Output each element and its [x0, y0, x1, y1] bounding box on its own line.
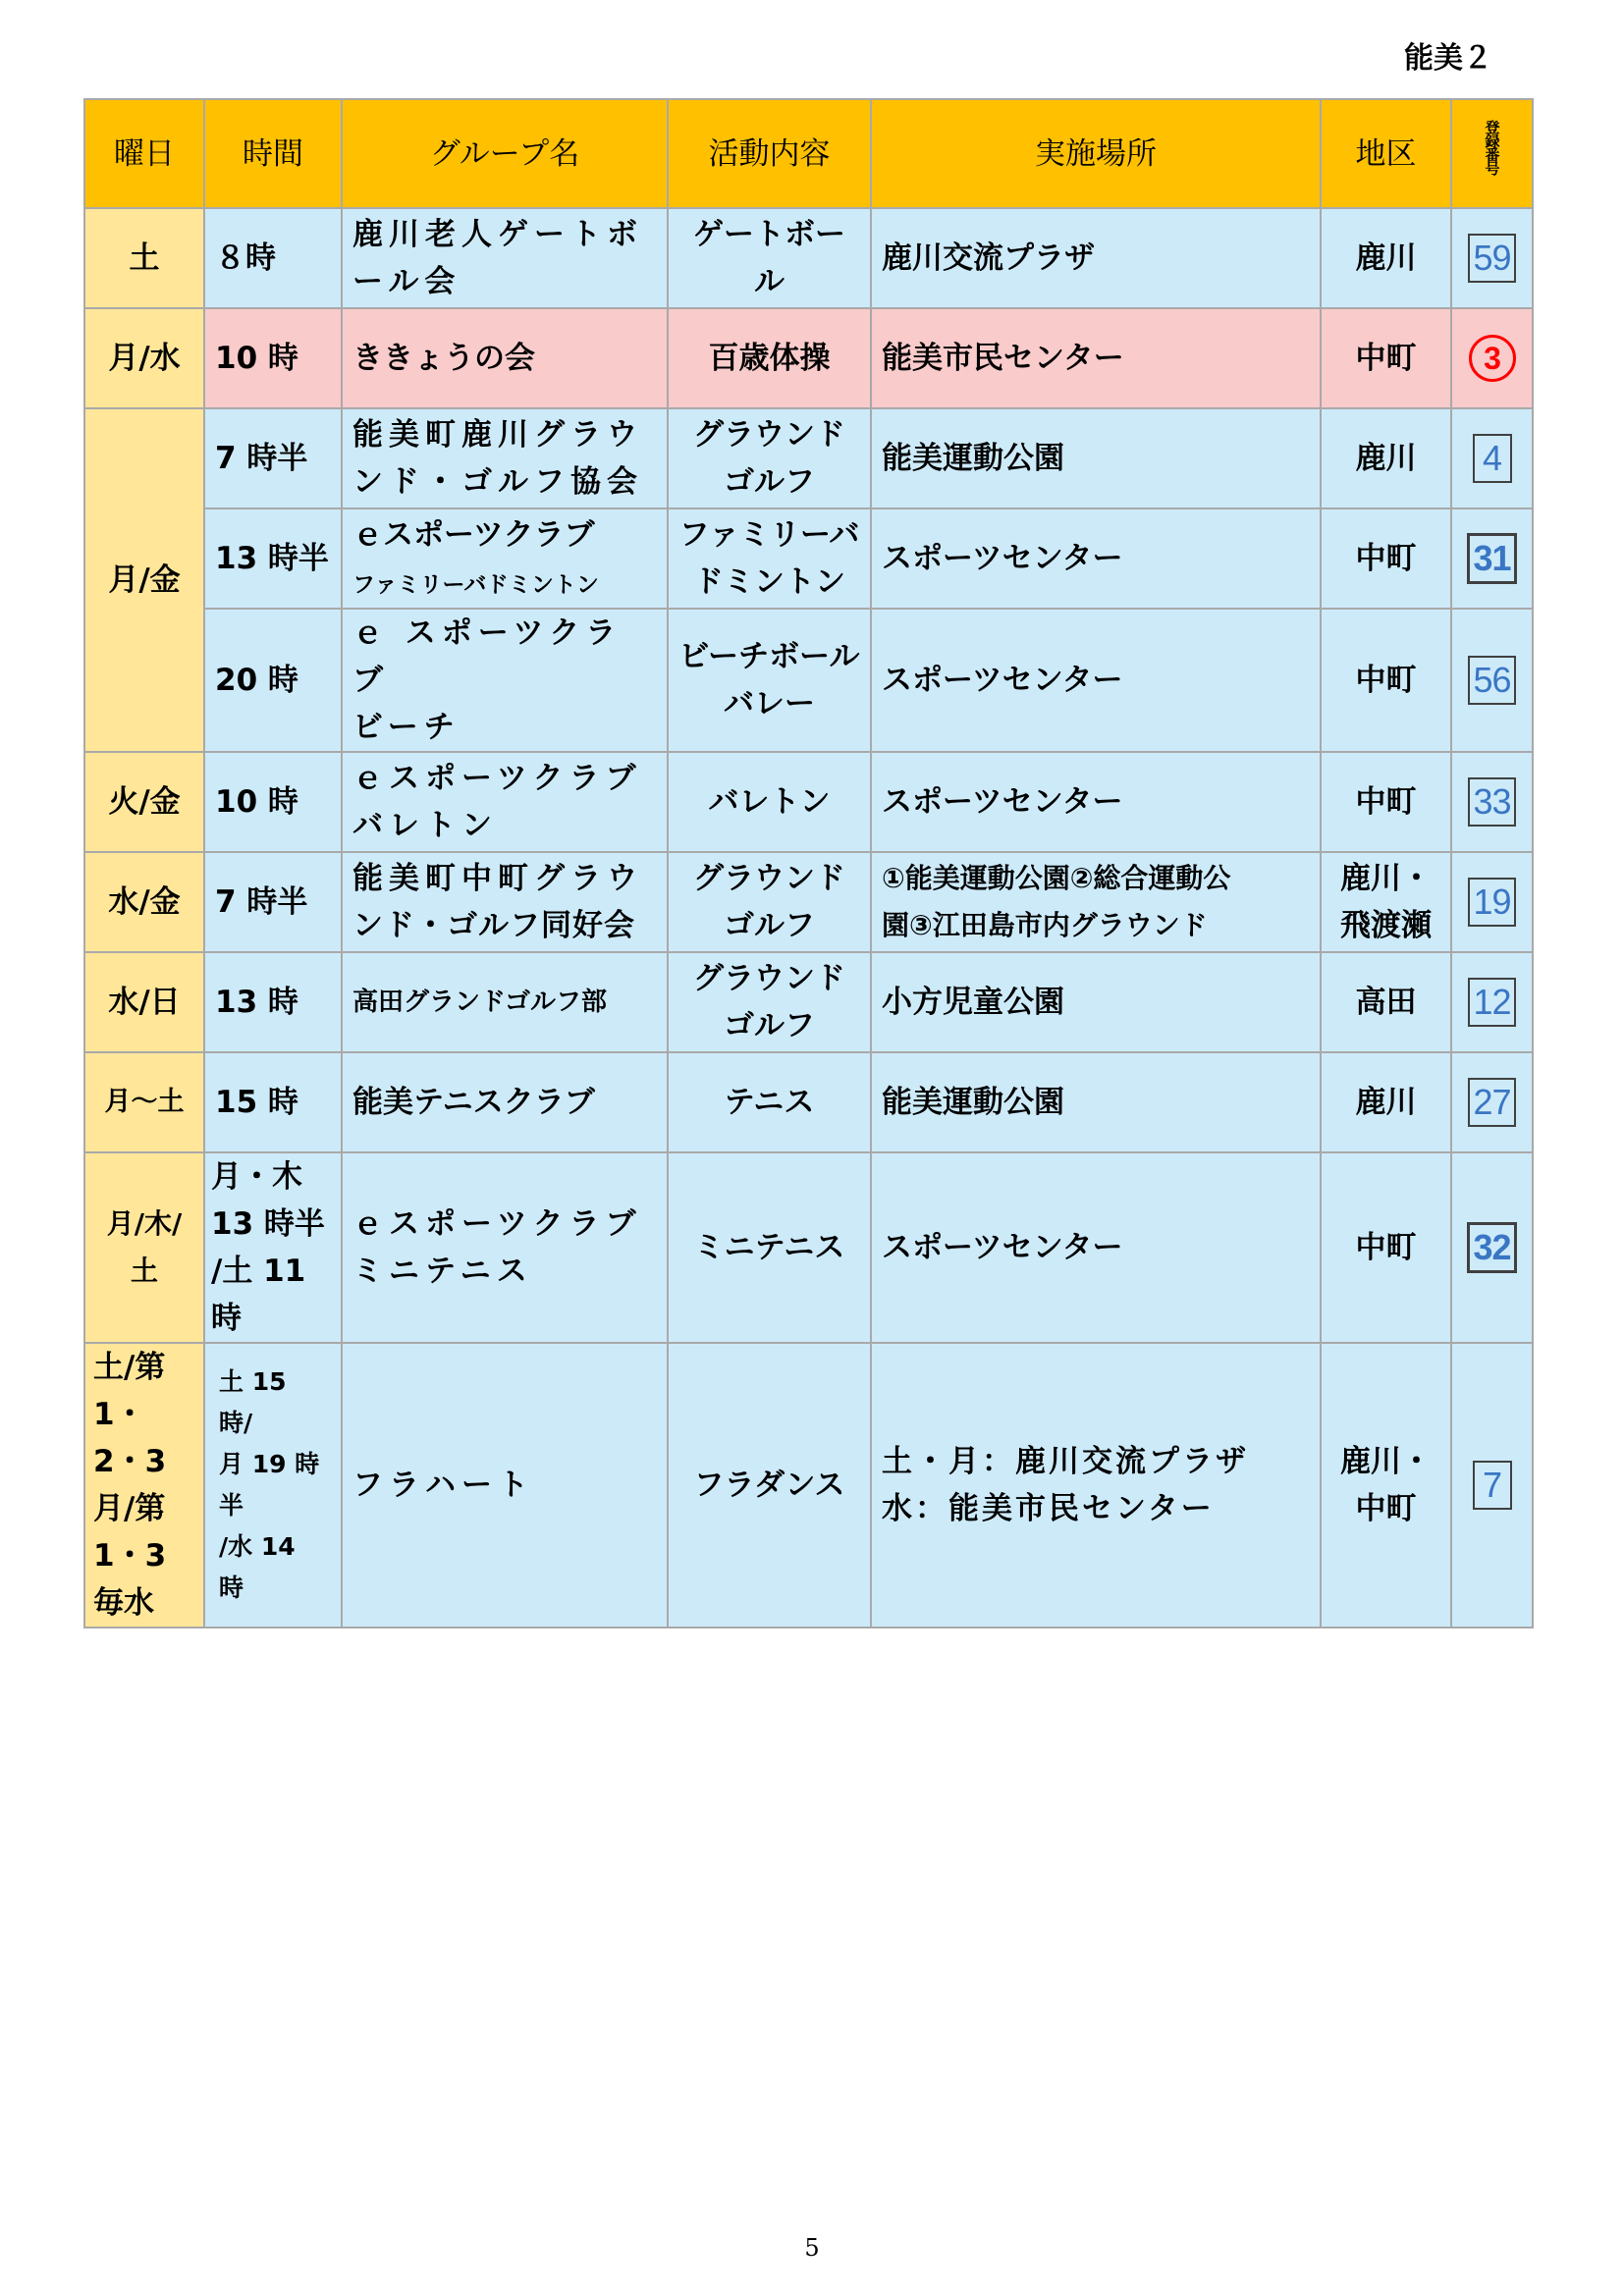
- table-row: [84, 208, 1533, 308]
- day-cell: 土/第 1・2・3 月/第 1・3 毎水: [84, 1343, 204, 1628]
- time-cell: 10 時: [204, 308, 342, 408]
- header-time: 時間: [204, 99, 342, 208]
- venue-cell: ①能美運動公園②総合運動公 園③江田島市内グラウンド: [871, 852, 1321, 952]
- table-row: [84, 408, 1533, 508]
- activity-cell: グラウンド ゴルフ: [668, 408, 871, 508]
- area-cell: 鹿川・ 飛渡瀬: [1321, 852, 1451, 952]
- group-cell: 能美町鹿川グラウ ンド・ゴルフ協会: [342, 408, 668, 508]
- registration-number: 3: [1469, 335, 1516, 382]
- time-cell: 月・木 13 時半 /土 11 時: [204, 1152, 342, 1343]
- activity-cell: 百歳体操: [668, 308, 871, 408]
- area-cell: 中町: [1321, 508, 1451, 609]
- registration-number: 27: [1468, 1078, 1515, 1127]
- registration-number-cell: [1451, 508, 1533, 609]
- activity-cell: フラダンス: [668, 1343, 871, 1628]
- registration-number-cell: [1451, 408, 1533, 508]
- registration-number-cell: [1451, 1343, 1533, 1628]
- registration-number: 4: [1473, 434, 1512, 483]
- registration-number-cell: [1451, 609, 1533, 752]
- venue-cell: スポーツセンター: [871, 609, 1321, 752]
- group-cell: ｅスポーツクラブ ミニテニス: [342, 1152, 668, 1343]
- table-row: [84, 609, 1533, 752]
- time-cell: 13 時: [204, 952, 342, 1052]
- venue-cell: 能美市民センター: [871, 308, 1321, 408]
- area-cell: 中町: [1321, 609, 1451, 752]
- table-row: [84, 508, 1533, 609]
- activity-cell: テニス: [668, 1052, 871, 1152]
- venue-cell: 土・月：鹿川交流プラザ 水：能美市民センター: [871, 1343, 1321, 1628]
- venue-cell: 能美運動公園: [871, 408, 1321, 508]
- day-cell: 火/金: [84, 752, 204, 852]
- area-cell: 中町: [1321, 308, 1451, 408]
- header-day: 曜日: [84, 99, 204, 208]
- activity-cell: ゲートボール: [668, 208, 871, 308]
- area-cell: 中町: [1321, 752, 1451, 852]
- area-cell: 鹿川・ 中町: [1321, 1343, 1451, 1628]
- time-cell: 7 時半: [204, 852, 342, 952]
- header-area: 地区: [1321, 99, 1451, 208]
- activity-cell: ミニテニス: [668, 1152, 871, 1343]
- table-header-row: [84, 99, 1533, 208]
- time-cell: 10 時: [204, 752, 342, 852]
- registration-number: 59: [1468, 234, 1515, 283]
- day-cell: 月～土: [84, 1052, 204, 1152]
- day-cell: 土: [84, 208, 204, 308]
- venue-cell: スポーツセンター: [871, 1152, 1321, 1343]
- group-cell: 鹿川老人ゲートボ ール会: [342, 208, 668, 308]
- time-cell: 20 時: [204, 609, 342, 752]
- registration-number: 12: [1468, 978, 1515, 1027]
- area-cell: 鹿川: [1321, 408, 1451, 508]
- registration-number-cell: [1451, 208, 1533, 308]
- registration-number-cell: [1451, 752, 1533, 852]
- registration-number: 32: [1467, 1222, 1516, 1273]
- registration-number-cell: [1451, 952, 1533, 1052]
- activity-cell: グラウンド ゴルフ: [668, 852, 871, 952]
- time-cell: ８時: [204, 208, 342, 308]
- header-registration-number: 登録番号: [1451, 99, 1533, 208]
- time-cell: 13 時半: [204, 508, 342, 609]
- registration-number-cell: [1451, 1152, 1533, 1343]
- group-cell: ｅスポーツクラブ ファミリーバドミントン: [342, 508, 668, 609]
- group-cell: 能美町中町グラウ ンド・ゴルフ同好会: [342, 852, 668, 952]
- day-cell: 月/木/ 土: [84, 1152, 204, 1343]
- table-row: [84, 852, 1533, 952]
- registration-number-cell: [1451, 852, 1533, 952]
- venue-cell: 能美運動公園: [871, 1052, 1321, 1152]
- day-cell: 水/日: [84, 952, 204, 1052]
- activity-schedule-table: [83, 98, 1534, 1629]
- area-cell: 鹿川: [1321, 1052, 1451, 1152]
- header-venue: 実施場所: [871, 99, 1321, 208]
- group-cell: ｅスポーツクラブ バレトン: [342, 752, 668, 852]
- venue-cell: 小方児童公園: [871, 952, 1321, 1052]
- activity-cell: ファミリーバ ドミントン: [668, 508, 871, 609]
- time-cell: 15 時: [204, 1052, 342, 1152]
- header-group: グループ名: [342, 99, 668, 208]
- registration-number: 31: [1467, 533, 1516, 584]
- group-cell: 能美テニスクラブ: [342, 1052, 668, 1152]
- day-cell: 水/金: [84, 852, 204, 952]
- area-cell: 鹿川: [1321, 208, 1451, 308]
- area-cell: 中町: [1321, 1152, 1451, 1343]
- group-cell: 高田グランドゴルフ部: [342, 952, 668, 1052]
- area-cell: 高田: [1321, 952, 1451, 1052]
- page-number: 5: [804, 2234, 820, 2262]
- group-cell: フラハート: [342, 1343, 668, 1628]
- table-row: [84, 308, 1533, 408]
- table-row: [84, 1343, 1533, 1628]
- group-cell: ききょうの会: [342, 308, 668, 408]
- table-row: [84, 752, 1533, 852]
- day-cell: 月/水: [84, 308, 204, 408]
- day-cell: 月/金: [84, 408, 204, 752]
- registration-number: 56: [1468, 656, 1515, 705]
- registration-number-cell: [1451, 1052, 1533, 1152]
- table-row: [84, 1152, 1533, 1343]
- group-cell: ｅ スポーツクラブ ビーチ: [342, 609, 668, 752]
- activity-cell: バレトン: [668, 752, 871, 852]
- table-row: [84, 952, 1533, 1052]
- activity-cell: ビーチボール バレー: [668, 609, 871, 752]
- registration-number-cell: [1451, 308, 1533, 408]
- registration-number: 7: [1473, 1461, 1512, 1510]
- activity-cell: グラウンド ゴルフ: [668, 952, 871, 1052]
- registration-number: 33: [1468, 777, 1515, 827]
- registration-number: 19: [1468, 878, 1515, 927]
- time-cell: 7 時半: [204, 408, 342, 508]
- page-label: 能美２: [1404, 41, 1492, 76]
- table-row: [84, 1052, 1533, 1152]
- venue-cell: 鹿川交流プラザ: [871, 208, 1321, 308]
- header-activity: 活動内容: [668, 99, 871, 208]
- venue-cell: スポーツセンター: [871, 752, 1321, 852]
- venue-cell: スポーツセンター: [871, 508, 1321, 609]
- time-cell: 土 15 時/ 月 19 時半 /水 14 時: [204, 1343, 342, 1628]
